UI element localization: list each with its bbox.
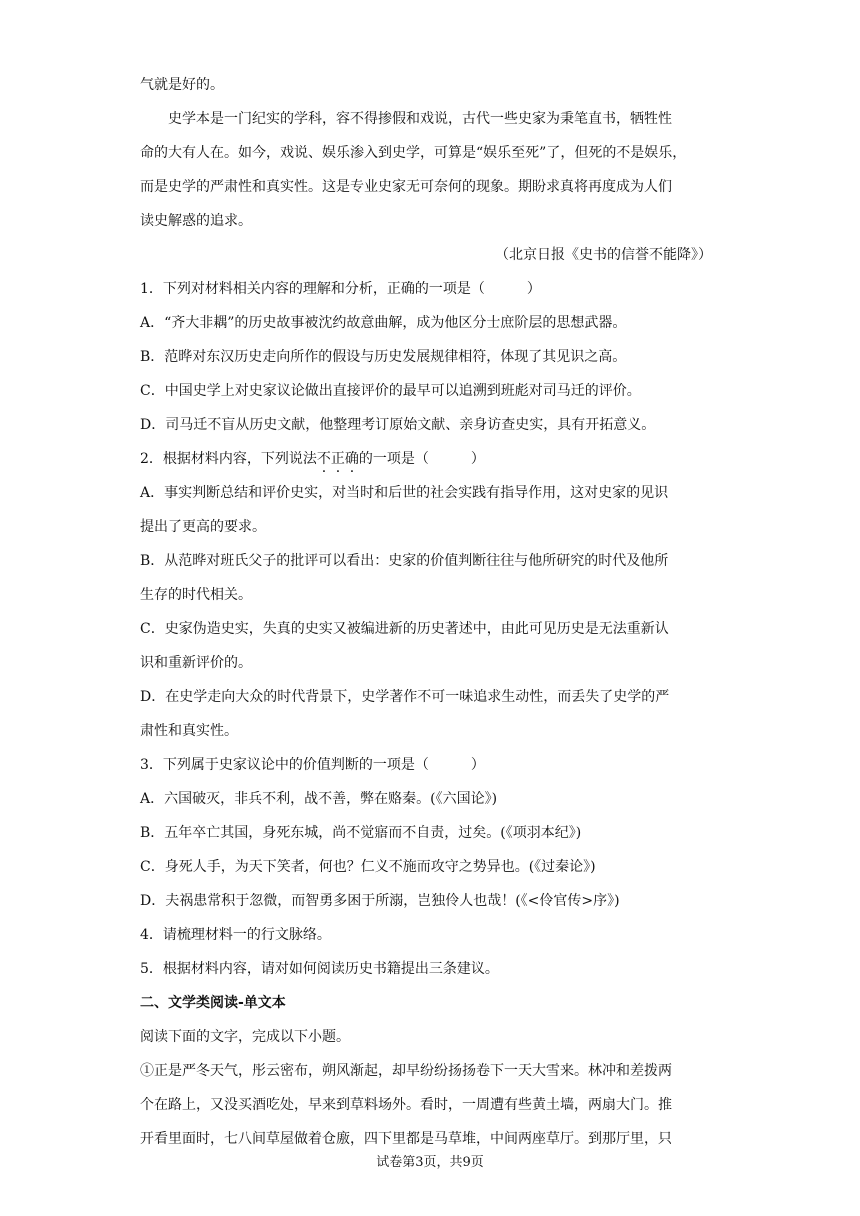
page-content [140,68,720,1156]
question-1-option-c: C．中国史学上对史家议论做出直接评价的最早可以追溯到班彪对司马迁的评价。 [140,383,641,399]
question-1-stem: 1．下列对材料相关内容的理解和分析，正确的一项是（ ） [140,281,541,297]
question-3-option-b: B．五年卒亡其国，身死东城，尚不觉寤而不自责，过矣。(《项羽本纪》) [140,825,582,841]
question-2-option-c: C．史家伪造史实，失真的史实又被编进新的历史著述中，由此可见历史是无法重新认 [140,621,669,637]
source-citation: （北京日报《史书的信誉不能降》） [495,247,712,263]
question-5: 5．根据材料内容，请对如何阅读历史书籍提出三条建议。 [140,961,499,977]
section-heading: 二、文学类阅读-单文本 [140,995,286,1011]
question-4: 4．请梳理材料一的行文脉络。 [140,927,331,943]
story-line: 开看里面时，七八间草屋做着仓廒，四下里都是马草堆，中间两座草厅。到那厅里，只 [140,1131,672,1147]
paragraph-line: 命的大有人在。如今，戏说、娱乐渗入到史学，可算是“娱乐至死”了，但死的不是娱乐， [140,145,687,161]
question-3-option-a: A．六国破灭，非兵不利，战不善，弊在赂秦。(《六国论》) [140,791,498,807]
question-3-stem: 3．下列属于史家议论中的价值判断的一项是（ ） [140,757,485,773]
question-2-option-b-cont: 生存的时代相关。 [140,587,252,603]
emphasis-char: 确 [344,451,359,467]
question-1-option-d: D．司马迁不盲从历史文献，他整理考订原始文献、亲身访查史实，具有开拓意义。 [140,417,656,433]
emphasis-char: 不 [316,451,331,467]
question-2-option-a-cont: 提出了更高的要求。 [140,519,266,535]
question-2-stem-tail: 的一项是（ ） [358,451,485,467]
text-line: 气就是好的。 [140,77,224,93]
question-2-stem [140,442,720,476]
story-line: ①正是严冬天气，彤云密布，朔风渐起，却早纷纷扬扬卷下一天大雪来。林冲和差拨两 [140,1063,672,1079]
question-2-option-c-cont: 识和重新评价的。 [140,655,252,671]
question-2-option-a: A．事实判断总结和评价史实，对当时和后世的社会实践有指导作用，这对史家的见识 [140,485,669,501]
page-footer: 试卷第3页，共9页 [376,1155,484,1170]
question-1-option-b: B．范晔对东汉历史走向所作的假设与历史发展规律相符，体现了其见识之高。 [140,349,627,365]
question-2-option-b: B．从范晔对班氏父子的批评可以看出：史家的价值判断往往与他所研究的时代及他所 [140,553,669,569]
question-2-option-d-cont: 肃性和真实性。 [140,723,238,739]
paragraph-line: 史学本是一门纪实的学科，容不得掺假和戏说，古代一些史家为秉笔直书，牺牲性 [168,111,672,127]
question-2-stem-text: 2．根据材料内容，下列说法 [140,451,317,467]
question-3-option-d: D．夫祸患常积于忽微，而智勇多困于所溺，岂独伶人也哉！(《<伶官传>序》) [140,893,620,909]
question-3-option-c: C．身死人手，为天下笑者，何也？仁义不施而攻守之势异也。(《过秦论》) [140,859,596,875]
question-1-option-a: A．“齐大非耦”的历史故事被沈约故意曲解，成为他区分士庶阶层的思想武器。 [140,315,627,331]
paragraph-line: 读史解惑的追求。 [140,213,252,229]
paragraph-line: 而是史学的严肃性和真实性。这是专业史家无可奈何的现象。期盼求真将再度成为人们 [140,179,672,195]
emphasis-char: 正 [330,451,345,467]
reading-instruction: 阅读下面的文字，完成以下小题。 [140,1029,350,1045]
question-2-option-d: D．在史学走向大众的时代背景下，史学著作不可一味追求生动性，而丢失了史学的严 [140,689,670,705]
story-line: 个在路上，又没买酒吃处，早来到草料场外。看时，一周遭有些黄土墙，两扇大门。推 [140,1097,672,1113]
